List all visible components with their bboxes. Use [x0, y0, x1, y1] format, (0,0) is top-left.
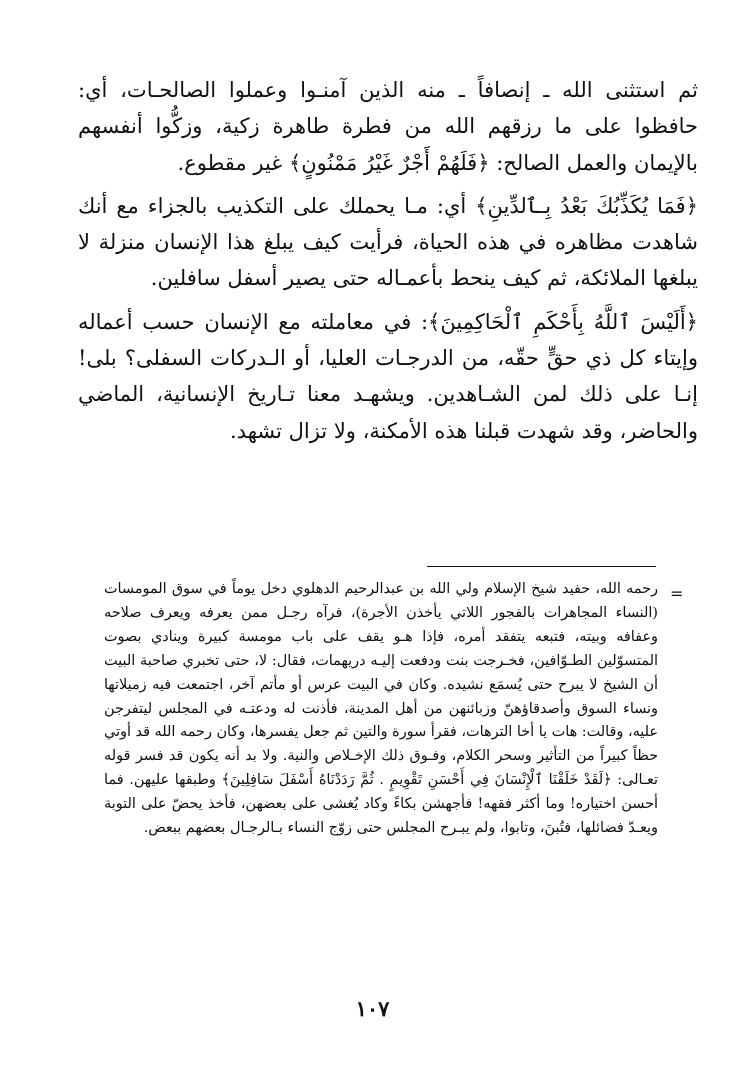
main-text	[78, 72, 698, 449]
paragraph-1: ثم استثنى الله ـ إنصافاً ـ منه الذين آمنـوا وعملوا الصالحـات، أي: حافظوا على ما رزقهم الله من فطرة طاهرة زكية، وزكُّوا أنفسهم بالإيمان والعمل الصالح: ﴿فَلَهُمْ أَجْرٌ غَيْرُ مَمْنُونٍ﴾ غير مقطوع.	[78, 78, 698, 175]
footnote-continuation-mark: =	[670, 584, 684, 603]
page-number: ١٠٧	[355, 996, 390, 1021]
paragraph-2: ﴿فَمَا يُكَذِّبُكَ بَعْدُ بِـٱلدِّينِ﴾ أي: مـا يحملك على التكذيب بالجزاء مع أنك شاهدت مظاهره في هذه الحياة، فرأيت كيف يبلغ هذا الإنسان منزلة لا يبلغها الملائكة، ثم كيف ينحط بأعمـاله حتى يصير أسفل سافلين.	[78, 193, 698, 291]
footnote-separator	[427, 566, 656, 567]
footnote-text: رحمه الله، حفيد شيخ الإسلام ولي الله بن عبدالرحيم الدهلوي دخل يوماً في سوق المومسات (النساء المجاهرات بالفجور اللاتي يأخذن الأجرة)، فرآه رجـل ممن يعرفه ويعرف صلاحه وعفافه وبيته، فتبعه يتفقد أمره، فإذا هـو يقف على باب مومسة كبيرة وينادي بصوت المتسوّلين الطـوّافين، فخـرجت بنت ودفعت إليـه دريهمات، فقال: لا، حتى تخبري صاحبة البيت أن الشيخ لا يبرح حتى يُسمَع نشيده. وكان في البيت عرس أو مأتم آخر، اجتمعت فيه زميلاتها ونساء السوق وأصدقاؤهنّ وزبائنهن من أهل المدينة، فأذنت له ودعتـه في المجلس ليتفرجن عليه، وقالت: هات يا أخا الترهات، فقرأ سورة والتين ثم جعل يفسرها، وكان رحمه الله قد أوتي حظاً كبيراً من التأثير وسحر الكلام، وفـوق ذلك الإخـلاص والنية. ولا بد أنه يكون قد فسر قوله تعـالى: ﴿لَقَدْ خَلَقْنَا ٱلْإِنْسَانَ فِي أَحْسَنِ تَقْوِيمٍ . ثُمَّ رَدَدْنَاهُ أَسْفَلَ سَافِلِينَ﴾ وطبقها عليهن. فما أحسن اختياره! وما أكثر فقهه! فأجهشن بكاءً وكاد يُغشى على بعضهن، فأخذ يحضّ على التوبة ويعـدّ فضائلها، فتُبنَ، وتابوا، ولم يبـرح المجلس حتى زوّج النساء بـالرجـال بعضهم ببعض.	[104, 581, 658, 837]
footnote	[104, 578, 658, 841]
paragraph-3: ﴿أَلَيْسَ ٱللَّهُ بِأَحْكَمِ ٱلْحَاكِمِينَ﴾: في معاملته مع الإنسان حسب أعماله وإيتاء كل ذي حقٍّ حقّه، من الدرجـات العليا، أو الـدركات السفلى؟ بلى! إنـا على ذلك لمن الشـاهدين. ويشهـد معنا تـاريخ الإنسانية، الماضي والحاضر، وقد شهدت قبلنا هذه الأمكنة، ولا تزال تشهد.	[78, 309, 698, 443]
